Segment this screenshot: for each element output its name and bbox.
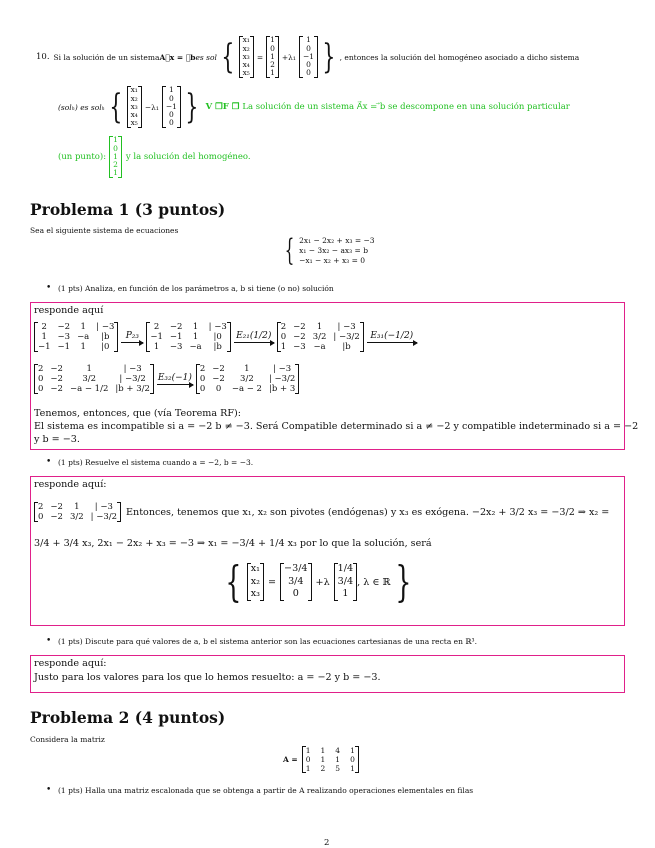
answer-label-2: responde aquí: xyxy=(34,479,107,490)
m6-cell: 2 xyxy=(38,501,44,512)
solution-vector: { x₁ x₂ x₃ = −3/4 3/4 0 +λ 1/4 3/4 1 , λ ∈ ℝ } xyxy=(225,557,412,606)
vec-x2 xyxy=(127,86,142,127)
matrix-A-cell: 0 xyxy=(350,754,355,764)
conclusion-2: El sistema es incompatible si a = −2 b ≠ −3. Será Compatible determinado si a ≠ −2 y compatible indeterminado si a = −2 xyxy=(34,421,639,432)
left-brace: { xyxy=(225,557,242,606)
vec-x-entry: x₄ xyxy=(242,60,250,70)
m3-cell: 2 xyxy=(280,321,287,332)
matrix-A-cell: 0 xyxy=(305,754,311,764)
question-1: • (1 pts) Analiza, en función de los parámetros a, b si tiene (o no) solución xyxy=(58,284,334,293)
sol-tail: , λ ∈ ℝ xyxy=(357,576,391,588)
vec-particular xyxy=(266,36,279,77)
vec-d2-entry: −1 xyxy=(165,101,177,111)
m5-cell: −a − 2 xyxy=(231,384,262,395)
matrix-m4 xyxy=(34,364,154,395)
vec-point xyxy=(109,136,122,177)
matrix-A-label: A = xyxy=(283,754,298,764)
row-reduction-line1 xyxy=(34,316,420,358)
vec-d2-entry: 0 xyxy=(169,110,174,120)
solve-text1: Entonces, tenemos que x₁, x₂ son pivotes (endógenas) y x₃ es exógena. −2x₂ + 3/2 x₃ = −3/2 ⇒ x₂ = xyxy=(126,506,610,518)
m1-cell: |0 xyxy=(101,342,110,353)
m4-cell: −2 xyxy=(50,363,63,374)
m6-cell: −2 xyxy=(50,512,63,522)
matrix-A-cell: 1 xyxy=(320,745,326,755)
equation-entry: 2x₁ − 2x₂ + x₃ = −3 xyxy=(299,236,375,245)
m4-cell: −2 xyxy=(50,373,63,384)
vec-p-entry: 1 xyxy=(270,68,275,78)
sol-p-entry: 0 xyxy=(292,588,299,600)
problema1-title: Problema 1 (3 puntos) xyxy=(30,200,226,219)
sol-x-entry: x₂ xyxy=(250,575,260,587)
vec-pt-entry: 1 xyxy=(113,151,118,161)
row-reduction-line2 xyxy=(34,358,299,400)
vec-x2-entry: x₁ xyxy=(130,85,138,95)
vec-pt-entry: 2 xyxy=(113,160,118,170)
sol-x-entry: x₃ xyxy=(250,588,260,600)
vec-d-entry: 0 xyxy=(306,68,311,78)
question-2: • (1 pts) Resuelve el sistema cuando a = −2, b = −3. xyxy=(58,458,253,467)
m6-cell: | −3/2 xyxy=(90,512,118,522)
sol-x xyxy=(247,563,264,600)
m6-cell: 3/2 xyxy=(69,512,84,522)
answer-label-3: responde aquí: xyxy=(34,658,107,669)
m2-cell: 1 xyxy=(192,321,199,332)
sol-particular xyxy=(280,563,311,600)
item10-tail: , entonces la solución del homogéneo asociado a dicho sistema xyxy=(339,52,580,62)
sol-direction xyxy=(334,563,357,600)
true-false-boxes[interactable]: V ❒F ❒ xyxy=(205,102,240,112)
m6-cell: 0 xyxy=(38,512,44,522)
vec-d-entry: 0 xyxy=(306,60,311,70)
matrix-m3 xyxy=(277,322,364,353)
vec-p-entry: 1 xyxy=(270,51,275,61)
m1-cell: | −3 xyxy=(96,321,115,332)
m3-cell: −2 xyxy=(293,321,306,332)
vec-x xyxy=(239,36,254,77)
m5-cell: −2 xyxy=(212,363,225,374)
vec-p-entry: 2 xyxy=(270,60,275,70)
m2-cell: 1 xyxy=(153,342,160,353)
m1-cell: −1 xyxy=(38,342,51,353)
vec-x-entry: x₂ xyxy=(242,43,250,53)
vec-p-entry: 1 xyxy=(270,35,275,45)
matrix-A-cell: 1 xyxy=(350,763,355,773)
m2-cell: |0 xyxy=(213,331,222,342)
answer-label-1: responde aquí xyxy=(34,305,104,316)
op-e21: E₂₁(1/2) xyxy=(234,331,274,343)
m5-cell: | −3/2 xyxy=(268,373,296,384)
op-p23: P₂₃ xyxy=(121,331,143,343)
m1-cell: −1 xyxy=(57,342,71,353)
sol-x-entry: x₁ xyxy=(250,563,260,575)
m5-cell: −2 xyxy=(212,373,225,384)
item10-answer1: La solución de un sistema A⃗x = ⃗b se descompone en una solución particular xyxy=(242,102,570,112)
item10-system-eq: A⃗x = ⃗b xyxy=(159,52,196,62)
vec-x-entry: x₅ xyxy=(242,68,250,78)
left-brace: { xyxy=(221,37,235,77)
m6-cell: 1 xyxy=(74,501,80,512)
problema2-question-1: • (1 pts) Halla una matriz escalonada que se obtenga a partir de A realizando operaciones elementales en filas xyxy=(58,786,473,795)
m2-cell: 1 xyxy=(192,331,199,342)
equation-system: { 2x₁ − 2x₂ + x₃ = −3 x₁ − 3x₂ − ax₃ = b −x₁ − x₂ + x₃ = 0 xyxy=(284,233,375,269)
m5-cell: 2 xyxy=(199,363,206,374)
matrix-A-cell: 5 xyxy=(335,763,341,773)
m5-cell: 0 xyxy=(215,384,222,395)
item10-answer2-lead: (un punto): xyxy=(58,152,107,162)
m4-cell: 3/2 xyxy=(82,373,96,384)
m4-cell: 0 xyxy=(38,384,44,395)
m3-cell: 0 xyxy=(280,331,287,342)
vec-direction xyxy=(299,36,318,77)
m1-cell: 1 xyxy=(80,321,86,332)
m2-cell: −2 xyxy=(169,321,183,332)
m3-cell: −a xyxy=(313,342,326,353)
matrix-A-cell: 1 xyxy=(305,763,311,773)
m4-cell: |b + 3/2 xyxy=(115,384,150,395)
vec-d-entry: −1 xyxy=(302,51,314,61)
right-brace: } xyxy=(322,37,336,77)
vec-x-entry: x₃ xyxy=(242,51,250,61)
sol-d-entry: 3/4 xyxy=(337,575,354,587)
matrix-m2 xyxy=(146,322,230,353)
op-e32: E₃₂(−1) xyxy=(157,373,192,383)
vec-pt-entry: 0 xyxy=(113,143,118,153)
vec-d2-entry: 0 xyxy=(169,118,174,128)
m3-cell: |b xyxy=(342,342,351,353)
m2-cell: −3 xyxy=(169,342,183,353)
matrix-A-cell: 1 xyxy=(320,754,326,764)
item10-number: 10. xyxy=(36,52,50,62)
m5-cell: 0 xyxy=(199,373,206,384)
matrix-A-cell: 1 xyxy=(350,745,355,755)
m1-cell: 1 xyxy=(80,342,86,353)
m2-cell: −a xyxy=(189,342,202,353)
m2-cell: −1 xyxy=(169,331,183,342)
m5-cell: 1 xyxy=(244,363,250,374)
matrix-A-row xyxy=(283,742,359,776)
matrix-A-cell: 1 xyxy=(305,745,311,755)
vec-x2-entry: x₅ xyxy=(130,118,138,128)
m1-cell: −a xyxy=(77,331,90,342)
matrix-m5 xyxy=(196,364,299,395)
m4-cell: −2 xyxy=(50,384,63,395)
m1-cell: −2 xyxy=(57,321,71,332)
m3-cell: | −3 xyxy=(337,321,356,332)
eq-sign: = xyxy=(256,52,264,62)
m2-cell: |b xyxy=(213,342,222,353)
sol-p-entry: −3/4 xyxy=(284,563,308,575)
vec-pt-entry: 1 xyxy=(113,135,118,145)
m1-cell: |b xyxy=(101,331,110,342)
problema2-intro: Considera la matriz xyxy=(30,735,105,744)
right-brace: } xyxy=(185,87,199,127)
item10-line1 xyxy=(36,30,579,84)
m3-cell: 1 xyxy=(316,321,323,332)
solve-line1 xyxy=(34,494,609,530)
m4-cell: | −3/2 xyxy=(119,373,146,384)
m1-cell: 1 xyxy=(41,331,47,342)
m3-cell: 1 xyxy=(280,342,287,353)
plus-lambda: +λ₁ xyxy=(281,52,296,62)
m3-cell: 3/2 xyxy=(312,331,327,342)
m4-cell: −a − 1/2 xyxy=(69,384,109,395)
m4-cell: | −3 xyxy=(123,363,142,374)
vec-pt-entry: 1 xyxy=(113,168,118,178)
vec-x2-entry: x₂ xyxy=(130,93,138,103)
m1-cell: −3 xyxy=(57,331,71,342)
vec-d-entry: 0 xyxy=(306,43,311,53)
m5-cell: | −3 xyxy=(273,363,292,374)
vec-x-entry: x₁ xyxy=(242,35,250,45)
m6-cell: −2 xyxy=(50,501,63,512)
m5-cell: |b + 3 xyxy=(269,384,296,395)
matrix-A-cell: 2 xyxy=(320,763,326,773)
sol-p-entry: 3/4 xyxy=(288,575,304,587)
vec-d2-entry: 1 xyxy=(169,85,174,95)
matrix-A-cell: 1 xyxy=(335,754,341,764)
solh-label: (solₕ) es solₕ xyxy=(58,102,105,112)
sol-d-entry: 1 xyxy=(342,588,349,600)
m4-cell: 0 xyxy=(38,373,44,384)
m4-cell: 2 xyxy=(38,363,44,374)
sol-d-entry: 1/4 xyxy=(337,563,354,575)
matrix-m6 xyxy=(34,502,121,522)
matrix-A xyxy=(302,746,359,773)
minus-lambda: −λ₁ xyxy=(144,102,159,112)
op-e31: E₃₁(−1/2) xyxy=(367,331,417,343)
matrix-A-cell: 4 xyxy=(335,745,341,755)
problema1-intro: Sea el siguiente sistema de ecuaciones xyxy=(30,226,179,235)
m5-cell: 0 xyxy=(199,384,206,395)
vec-d-entry: 1 xyxy=(306,35,311,45)
item10-line3 xyxy=(58,132,251,182)
item10-lead: Si la solución de un sistema xyxy=(53,52,160,62)
vec-p-entry: 0 xyxy=(270,43,275,53)
item10-es-sol: es sol xyxy=(195,52,217,62)
m3-cell: | −3/2 xyxy=(333,331,360,342)
solve-text2: 3/4 + 3/4 x₃, 2x₁ − 2x₂ + x₃ = −3 ⇒ x₁ = −3/4 + 1/4 x₃ por lo que la solución, será xyxy=(34,538,432,549)
sol-lambda: +λ xyxy=(315,576,330,588)
right-brace: } xyxy=(395,557,412,606)
m5-cell: 3/2 xyxy=(240,373,254,384)
item10-answer2-tail: y la solución del homogéneo. xyxy=(125,152,251,162)
left-brace: { xyxy=(109,87,123,127)
m2-cell: −1 xyxy=(150,331,163,342)
vec-x2-entry: x₃ xyxy=(130,101,138,111)
item10-line2 xyxy=(58,80,570,134)
answer-3: Justo para los valores para los que lo hemos resuelto: a = −2 y b = −3. xyxy=(34,672,381,683)
m1-cell: 2 xyxy=(41,321,47,332)
page-number: 2 xyxy=(324,838,330,848)
m4-cell: 1 xyxy=(86,363,92,374)
conclusion-1: Tenemos, entonces, que (vía Teorema RF): xyxy=(34,408,241,419)
vec-d2-entry: 0 xyxy=(169,93,174,103)
matrix-m1 xyxy=(34,322,118,353)
equation-entry: −x₁ − x₂ + x₃ = 0 xyxy=(299,256,366,266)
question-3: • (1 pts) Discute para qué valores de a, b el sistema anterior son las ecuaciones cartesianas de una recta en ℝ³. xyxy=(58,637,477,646)
vec-direction2 xyxy=(162,86,181,127)
m6-cell: | −3 xyxy=(94,501,113,512)
m2-cell: | −3 xyxy=(208,321,227,332)
m2-cell: 2 xyxy=(153,321,160,332)
problema2-title: Problema 2 (4 puntos) xyxy=(30,708,226,727)
equation-entry: x₁ − 3x₂ − ax₃ = b xyxy=(299,246,369,256)
conclusion-3: y b = −3. xyxy=(34,434,80,445)
m3-cell: −2 xyxy=(293,331,306,342)
vec-x2-entry: x₄ xyxy=(130,110,138,120)
m3-cell: −3 xyxy=(293,342,306,353)
